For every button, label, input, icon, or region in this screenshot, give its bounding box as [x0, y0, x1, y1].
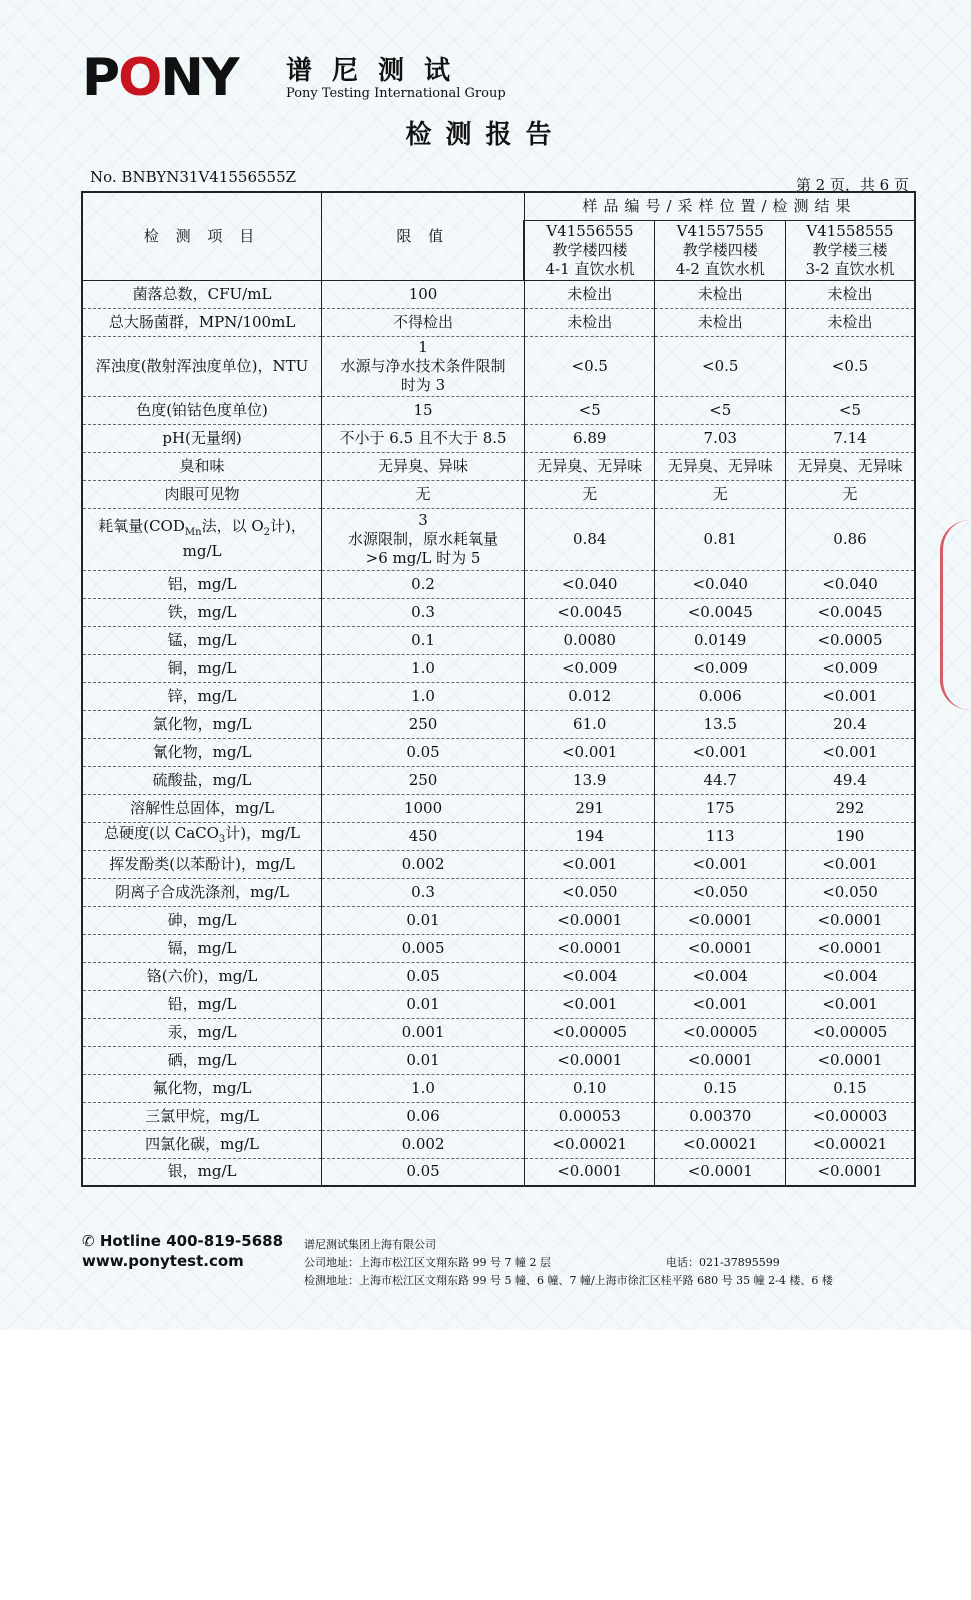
result-value: 未检出	[785, 308, 915, 336]
pony-logo	[82, 48, 238, 108]
limit-value	[322, 738, 525, 766]
limit-line: 250	[408, 714, 438, 733]
item-text: pH(无量纲)	[162, 428, 242, 447]
sample-location: 教学楼三楼	[812, 240, 888, 259]
column-header-limit: 限 值	[322, 192, 525, 280]
item-name	[82, 990, 322, 1018]
result-value: 175	[655, 794, 786, 822]
result-value: 0.84	[524, 508, 655, 570]
limit-value	[322, 308, 525, 336]
item-name	[82, 962, 322, 990]
result-value: <0.050	[785, 878, 915, 906]
item-text: 硫酸盐，mg/L	[152, 770, 252, 789]
result-value: 0.86	[785, 508, 915, 570]
item-text: 铅，mg/L	[167, 994, 237, 1013]
sample-location: 教学楼四楼	[552, 240, 628, 259]
result-value: 190	[785, 822, 915, 850]
limit-line: >6 mg/L 时为 5	[365, 548, 481, 567]
limit-line: 0.3	[411, 882, 435, 901]
limit-value	[322, 990, 525, 1018]
result-value: <0.001	[524, 738, 655, 766]
table-row	[82, 654, 915, 682]
result-value: <0.001	[655, 850, 786, 878]
result-value: 6.89	[524, 424, 655, 452]
limit-value	[322, 822, 525, 850]
limit-line: 水源与净水技术条件限制	[340, 356, 506, 375]
report-title: 检测报告	[405, 120, 566, 150]
result-value: 未检出	[655, 308, 786, 336]
results-table	[81, 191, 916, 1187]
sample-header	[524, 220, 655, 280]
limit-line: 1.0	[411, 658, 435, 677]
limit-value	[322, 906, 525, 934]
limit-line: 1000	[403, 798, 443, 817]
item-name	[82, 1102, 322, 1130]
result-value: <0.001	[785, 990, 915, 1018]
limit-value	[322, 850, 525, 878]
limit-value	[322, 508, 525, 570]
result-value: <0.001	[785, 682, 915, 710]
result-value: 未检出	[655, 280, 786, 308]
result-value: <0.0045	[524, 598, 655, 626]
company-name: 谱尼测试集团上海有限公司	[304, 1238, 436, 1251]
result-value: <0.0001	[655, 1046, 786, 1074]
result-value: 无	[524, 480, 655, 508]
result-value: 0.006	[655, 682, 786, 710]
table-row	[82, 822, 915, 850]
table-row	[82, 308, 915, 336]
result-value: <0.004	[655, 962, 786, 990]
item-name	[82, 654, 322, 682]
logo-wordmark: PONY	[82, 48, 238, 108]
company-address: 公司地址：上海市松江区文翔东路 99 号 7 幢 2 层	[304, 1256, 551, 1269]
result-value: 13.5	[655, 710, 786, 738]
limit-line: 无异臭、异味	[378, 456, 469, 475]
result-value: <0.001	[785, 738, 915, 766]
limit-line: 不小于 6.5 且不大于 8.5	[339, 428, 507, 447]
item-text: 铜，mg/L	[167, 658, 237, 677]
limit-line: 250	[408, 770, 438, 789]
item-text: 法，以 O	[201, 517, 264, 535]
result-value: 44.7	[655, 766, 786, 794]
limit-value	[322, 452, 525, 480]
table-row	[82, 850, 915, 878]
result-value: 0.00370	[655, 1102, 786, 1130]
limit-line: 1	[418, 337, 428, 356]
result-value: 49.4	[785, 766, 915, 794]
limit-value	[322, 682, 525, 710]
result-value: 无	[655, 480, 786, 508]
table-row	[82, 710, 915, 738]
item-name	[82, 766, 322, 794]
item-text: 四氯化碳，mg/L	[145, 1134, 259, 1153]
logo-chinese-name: 谱尼测试	[286, 56, 471, 86]
result-value: <0.5	[655, 336, 786, 396]
item-name	[82, 1018, 322, 1046]
result-value: 0.15	[785, 1074, 915, 1102]
result-value: <0.00005	[655, 1018, 786, 1046]
limit-line: 0.01	[406, 910, 440, 929]
table-row	[82, 452, 915, 480]
limit-value	[322, 878, 525, 906]
table-row	[82, 396, 915, 424]
item-text: 计)，mg/L	[225, 823, 300, 842]
item-name	[82, 508, 322, 570]
sample-id: V41556555	[546, 221, 634, 240]
hotline: Hotline 400-819-5688	[99, 1232, 284, 1250]
table-row	[82, 906, 915, 934]
table-row	[82, 878, 915, 906]
item-name	[82, 1130, 322, 1158]
result-value: 0.81	[655, 508, 786, 570]
item-name	[82, 710, 322, 738]
result-value: <0.0001	[655, 1158, 786, 1186]
official-seal-icon	[940, 520, 971, 710]
limit-value	[322, 1102, 525, 1130]
limit-value	[322, 336, 525, 396]
item-name	[82, 280, 322, 308]
result-value: <0.040	[655, 570, 786, 598]
result-value: <5	[785, 396, 915, 424]
table-row	[82, 682, 915, 710]
limit-value	[322, 424, 525, 452]
sample-id: V41557555	[676, 221, 764, 240]
table-row	[82, 508, 915, 570]
item-name	[82, 682, 322, 710]
item-name	[82, 822, 322, 850]
result-value: <0.050	[524, 878, 655, 906]
table-row	[82, 1102, 915, 1130]
result-value: <5	[524, 396, 655, 424]
limit-value	[322, 396, 525, 424]
phone-icon: ✆	[82, 1232, 95, 1250]
result-value: <0.5	[524, 336, 655, 396]
table-row	[82, 280, 915, 308]
table-row	[82, 480, 915, 508]
item-text: 挥发酚类(以苯酚计)，mg/L	[109, 854, 295, 873]
result-value: <0.001	[655, 738, 786, 766]
result-value: 0.012	[524, 682, 655, 710]
result-value: <0.0045	[655, 598, 786, 626]
result-value: 7.14	[785, 424, 915, 452]
limit-value	[322, 766, 525, 794]
item-text: 阴离子合成洗涤剂，mg/L	[115, 882, 289, 901]
subscript: 3	[218, 833, 226, 845]
result-value: <0.0001	[524, 1046, 655, 1074]
result-value: <0.00021	[524, 1130, 655, 1158]
item-name	[82, 570, 322, 598]
result-value: <0.0001	[785, 1046, 915, 1074]
table-row	[82, 1074, 915, 1102]
result-value: 未检出	[785, 280, 915, 308]
result-value: 194	[524, 822, 655, 850]
result-value: 未检出	[524, 308, 655, 336]
sample-point: 4-2 直饮水机	[675, 259, 765, 278]
result-value: 0.0149	[655, 626, 786, 654]
item-text: 砷，mg/L	[167, 910, 237, 929]
item-text: 溶解性总固体，mg/L	[130, 798, 274, 817]
sample-header	[785, 220, 915, 280]
result-value: 无异臭、无异味	[655, 452, 786, 480]
page-info: 第 2 页，共 6 页	[795, 176, 909, 194]
table-row	[82, 962, 915, 990]
result-value: 无异臭、无异味	[524, 452, 655, 480]
limit-value	[322, 1046, 525, 1074]
result-value: <0.001	[785, 850, 915, 878]
result-value: <0.00021	[655, 1130, 786, 1158]
item-name	[82, 1046, 322, 1074]
result-value: <0.0001	[785, 1158, 915, 1186]
result-value: <0.004	[524, 962, 655, 990]
result-value: <0.0001	[524, 934, 655, 962]
item-text: 锌，mg/L	[167, 686, 237, 705]
limit-line: 0.002	[401, 854, 445, 873]
test-address: 检测地址：上海市松江区文翔东路 99 号 5 幢、6 幢、7 幢/上海市徐汇区桂平路 680 号 35 幢 2-4 楼、6 楼	[304, 1274, 833, 1287]
item-name	[82, 626, 322, 654]
result-value: <0.0001	[785, 934, 915, 962]
limit-line: 3	[418, 510, 428, 529]
item-unit: mg/L	[182, 542, 222, 560]
limit-line: 1.0	[411, 1078, 435, 1097]
result-value: <0.0001	[655, 906, 786, 934]
result-value: 113	[655, 822, 786, 850]
item-text: 氰化物，mg/L	[152, 742, 252, 761]
result-value: <5	[655, 396, 786, 424]
limit-line: 15	[413, 400, 433, 419]
item-text: 汞，mg/L	[167, 1022, 237, 1041]
item-text: 菌落总数，CFU/mL	[132, 284, 272, 303]
item-name	[82, 480, 322, 508]
item-name	[82, 906, 322, 934]
limit-line: 无	[415, 484, 431, 503]
item-text: 银，mg/L	[167, 1162, 237, 1181]
item-text: 铁，mg/L	[167, 602, 237, 621]
table-row	[82, 934, 915, 962]
sample-location: 教学楼四楼	[682, 240, 758, 259]
limit-value	[322, 934, 525, 962]
result-value: 未检出	[524, 280, 655, 308]
limit-value	[322, 280, 525, 308]
result-value: <0.001	[524, 850, 655, 878]
table-row	[82, 1158, 915, 1186]
result-value: 7.03	[655, 424, 786, 452]
company-phone: 电话：021-37895599	[666, 1256, 780, 1269]
item-name	[82, 850, 322, 878]
limit-line: 0.3	[411, 602, 435, 621]
table-row	[82, 424, 915, 452]
limit-line: 450	[408, 826, 438, 845]
result-value: <0.0045	[785, 598, 915, 626]
logo-english-name: Pony Testing International Group	[286, 86, 506, 101]
result-value: 0.0080	[524, 626, 655, 654]
item-name	[82, 1158, 322, 1186]
sample-id: V41558555	[806, 221, 894, 240]
limit-value	[322, 710, 525, 738]
result-value: 0.00053	[524, 1102, 655, 1130]
table-row	[82, 336, 915, 396]
sample-header	[655, 220, 786, 280]
limit-value	[322, 598, 525, 626]
table-row	[82, 598, 915, 626]
table-row	[82, 990, 915, 1018]
table-row	[82, 738, 915, 766]
table-row	[82, 570, 915, 598]
item-name	[82, 878, 322, 906]
table-row	[82, 1018, 915, 1046]
limit-line: 0.01	[406, 1050, 440, 1069]
item-text: 耗氧量(COD	[98, 517, 185, 535]
result-value: <0.00005	[785, 1018, 915, 1046]
limit-value	[322, 1074, 525, 1102]
result-value: 无异臭、无异味	[785, 452, 915, 480]
limit-line: 0.002	[401, 1134, 445, 1153]
item-name	[82, 1074, 322, 1102]
result-value: <0.009	[524, 654, 655, 682]
item-text: 三氯甲烷，mg/L	[145, 1106, 259, 1125]
limit-value	[322, 654, 525, 682]
report-number: No. BNBYN31V41556555Z	[90, 168, 297, 186]
item-name	[82, 738, 322, 766]
limit-line: 0.001	[401, 1022, 445, 1041]
item-name	[82, 452, 322, 480]
item-name	[82, 598, 322, 626]
table-row	[82, 1046, 915, 1074]
limit-value	[322, 626, 525, 654]
result-value: 无	[785, 480, 915, 508]
sample-point: 3-2 直饮水机	[805, 259, 895, 278]
result-value: <0.040	[524, 570, 655, 598]
item-text: 氟化物，mg/L	[152, 1078, 252, 1097]
result-value: <0.0005	[785, 626, 915, 654]
result-value: <0.050	[655, 878, 786, 906]
limit-value	[322, 962, 525, 990]
result-value: <0.00003	[785, 1102, 915, 1130]
result-value: <0.00005	[524, 1018, 655, 1046]
item-name	[82, 396, 322, 424]
table-row	[82, 1130, 915, 1158]
result-value: 20.4	[785, 710, 915, 738]
limit-line: 0.005	[401, 938, 445, 957]
item-text: 总硬度(以 CaCO	[104, 823, 219, 842]
item-name	[82, 336, 322, 396]
limit-line: 0.2	[411, 574, 435, 593]
item-text: 铬(六价)，mg/L	[146, 966, 258, 985]
result-value: <0.009	[655, 654, 786, 682]
limit-line: 0.05	[406, 742, 440, 761]
item-text: 镉，mg/L	[167, 938, 237, 957]
result-value: <0.009	[785, 654, 915, 682]
item-name	[82, 934, 322, 962]
limit-line: 0.06	[406, 1106, 440, 1125]
result-value: <0.004	[785, 962, 915, 990]
sample-point: 4-1 直饮水机	[545, 259, 635, 278]
limit-value	[322, 480, 525, 508]
limit-value	[322, 794, 525, 822]
column-header-samples: 样品编号/采样位置/检测结果	[524, 192, 915, 220]
limit-line: 1.0	[411, 686, 435, 705]
table-row	[82, 794, 915, 822]
table-row	[82, 766, 915, 794]
item-text: 肉眼可见物	[164, 484, 240, 503]
result-value: <0.040	[785, 570, 915, 598]
item-text: 臭和味	[179, 456, 225, 475]
item-text: 色度(铂钴色度单位)	[136, 400, 268, 419]
result-value: <0.5	[785, 336, 915, 396]
result-value: <0.00021	[785, 1130, 915, 1158]
result-value: 0.10	[524, 1074, 655, 1102]
limit-line: 0.05	[406, 1162, 440, 1181]
footer-contact	[82, 1231, 283, 1271]
result-value: 291	[524, 794, 655, 822]
result-value: <0.0001	[785, 906, 915, 934]
result-value: 13.9	[524, 766, 655, 794]
subscript: Mn	[184, 527, 202, 538]
item-name	[82, 424, 322, 452]
limit-line: 0.01	[406, 994, 440, 1013]
item-name	[82, 794, 322, 822]
limit-value	[322, 570, 525, 598]
item-text: 总大肠菌群，MPN/100mL	[108, 312, 296, 331]
limit-line: 水源限制，原水耗氧量	[348, 529, 499, 548]
column-header-item: 检 测 项 目	[82, 192, 322, 280]
item-text: 铝，mg/L	[167, 574, 237, 593]
limit-line: 时为 3	[400, 375, 446, 394]
result-value: <0.0001	[655, 934, 786, 962]
limit-line: 不得检出	[393, 312, 454, 331]
result-value: <0.0001	[524, 1158, 655, 1186]
item-name	[82, 308, 322, 336]
item-text: 浑浊度(散射浑浊度单位)，NTU	[95, 356, 309, 375]
subscript: 2	[263, 527, 271, 538]
limit-value	[322, 1018, 525, 1046]
item-text: 硒，mg/L	[167, 1050, 237, 1069]
result-value: 61.0	[524, 710, 655, 738]
result-value: <0.001	[655, 990, 786, 1018]
website-link[interactable]: www.ponytest.com	[82, 1252, 244, 1270]
limit-line: 0.05	[406, 966, 440, 985]
item-text: 锰，mg/L	[167, 630, 237, 649]
limit-value	[322, 1158, 525, 1186]
item-text: 氯化物，mg/L	[152, 714, 252, 733]
table-row	[82, 626, 915, 654]
limit-line: 0.1	[411, 630, 435, 649]
result-value: 0.15	[655, 1074, 786, 1102]
limit-value	[322, 1130, 525, 1158]
result-value: <0.001	[524, 990, 655, 1018]
item-text: 计)，	[270, 517, 306, 535]
limit-line: 100	[408, 284, 438, 303]
result-value: 292	[785, 794, 915, 822]
result-value: <0.0001	[524, 906, 655, 934]
